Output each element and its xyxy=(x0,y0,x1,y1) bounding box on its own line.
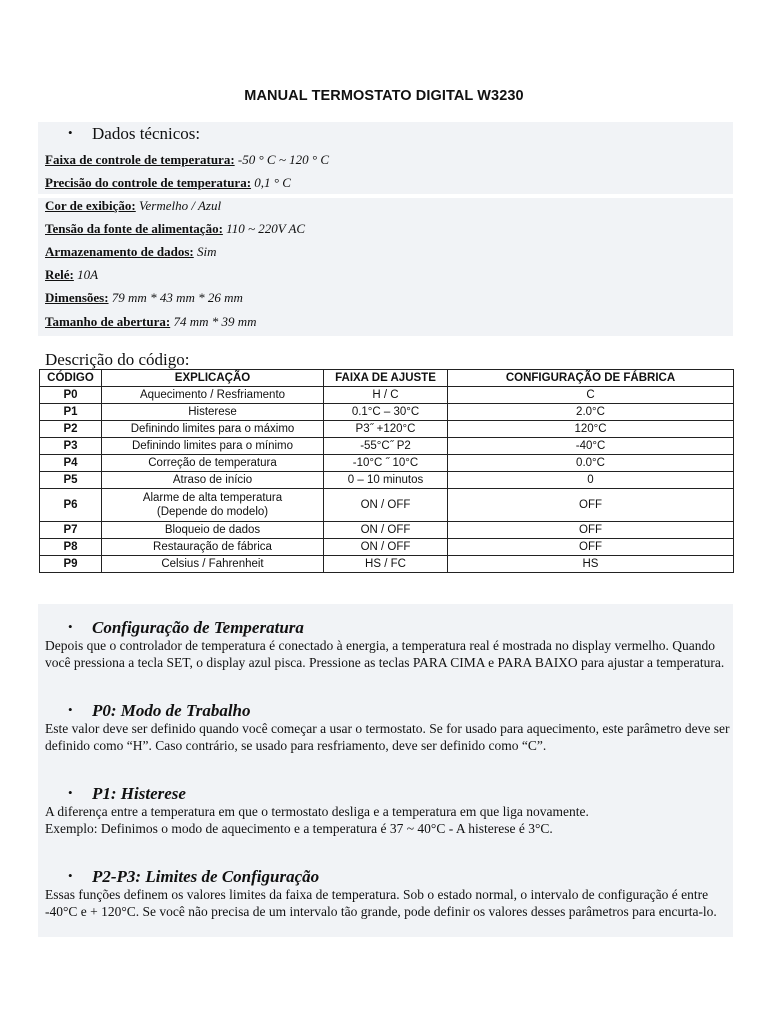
bullet-icon: • xyxy=(68,868,73,883)
cell-range: 0 – 10 minutos xyxy=(324,472,448,489)
cell-explanation: Correção de temperatura xyxy=(102,455,324,472)
header-code: CÓDIGO xyxy=(40,370,102,387)
table-row xyxy=(40,489,734,522)
p1-text-line2: Exemplo: Definimos o modo de aquecimento e a temperatura é 37 ~ 40°C - A histerese é 3°C. xyxy=(45,821,553,836)
cell-range: H / C xyxy=(324,387,448,404)
spec-label: Faixa de controle de temperatura: xyxy=(45,152,235,167)
header-factory: CONFIGURAÇÃO DE FÁBRICA xyxy=(448,370,734,387)
specs-heading-text: Dados técnicos: xyxy=(92,124,201,143)
table-row xyxy=(40,522,734,539)
spec-label: Tamanho de abertura: xyxy=(45,314,171,329)
bullet-icon: • xyxy=(68,785,73,800)
spec-value: 0,1 ° C xyxy=(254,175,291,190)
spec-value: 110 ~ 220V AC xyxy=(226,221,306,236)
cell-explanation: Histerese xyxy=(102,404,324,421)
spec-label: Armazenamento de dados: xyxy=(45,244,194,259)
cell-explanation xyxy=(102,489,324,522)
spec-temperature-range xyxy=(45,152,329,168)
table-row xyxy=(40,387,734,404)
cell-explanation-line2: (Depende do modelo) xyxy=(156,506,269,518)
cell-factory: OFF xyxy=(448,489,734,522)
cell-range: P3˝ +120°C xyxy=(324,421,448,438)
spec-dimensions xyxy=(45,290,243,306)
cell-factory: OFF xyxy=(448,522,734,539)
cell-range: ON / OFF xyxy=(324,489,448,522)
cell-explanation: Restauração de fábrica xyxy=(102,539,324,556)
spec-value: 10A xyxy=(77,267,99,282)
cell-range: 0.1°C – 30°C xyxy=(324,404,448,421)
p1-text-line1: A diferença entre a temperatura em que o termostato desliga e a temperatura em que liga novamente. xyxy=(45,804,589,819)
cell-factory: 0 xyxy=(448,472,734,489)
spec-value: 74 mm * 39 mm xyxy=(173,314,257,329)
specs-heading xyxy=(68,124,200,144)
cell-explanation: Atraso de início xyxy=(102,472,324,489)
bullet-icon: • xyxy=(68,125,73,140)
cell-code: P6 xyxy=(40,489,102,522)
cell-code: P0 xyxy=(40,387,102,404)
cell-factory: -40°C xyxy=(448,438,734,455)
cell-range: -10°C ˝ 10°C xyxy=(324,455,448,472)
p2p3-heading-text: P2-P3: Limites de Configuração xyxy=(92,867,320,886)
cell-code: P3 xyxy=(40,438,102,455)
spec-label: Cor de exibição: xyxy=(45,198,136,213)
table-row xyxy=(40,438,734,455)
table-row xyxy=(40,472,734,489)
spec-value: 79 mm * 43 mm * 26 mm xyxy=(111,290,243,305)
p1-text xyxy=(45,803,735,837)
cell-code: P2 xyxy=(40,421,102,438)
header-explanation: EXPLICAÇÃO xyxy=(102,370,324,387)
temp-config-text: Depois que o controlador de temperatura é conectado à energia, a temperatura real é mostrada no display vermelho. Quando você pressiona a tecla SET, o display azul pisca. Pressione as teclas PARA CIMA e PARA BAIXO para ajustar a temperatura. xyxy=(45,638,725,670)
spec-relay xyxy=(45,267,98,283)
p1-heading xyxy=(68,784,186,804)
cell-code: P1 xyxy=(40,404,102,421)
temp-config-heading-text: Configuração de Temperatura xyxy=(92,618,304,637)
p0-heading xyxy=(68,701,251,721)
table-row xyxy=(40,539,734,556)
temp-config-heading xyxy=(68,618,304,638)
cell-code: P5 xyxy=(40,472,102,489)
bullet-icon: • xyxy=(68,702,73,717)
cell-explanation: Bloqueio de dados xyxy=(102,522,324,539)
cell-factory: 0.0°C xyxy=(448,455,734,472)
spec-opening-size xyxy=(45,314,257,330)
cell-explanation: Definindo limites para o máximo xyxy=(102,421,324,438)
spec-label: Relé: xyxy=(45,267,74,282)
p1-heading-text: P1: Histerese xyxy=(92,784,186,803)
spec-value: Vermelho / Azul xyxy=(139,198,222,213)
spec-storage xyxy=(45,244,217,260)
cell-factory: 2.0°C xyxy=(448,404,734,421)
header-range: FAIXA DE AJUSTE xyxy=(324,370,448,387)
cell-code: P7 xyxy=(40,522,102,539)
p0-text: Este valor deve ser definido quando você começar a usar o termostato. Se for usado para aquecimento, este parâmetro deve ser definido como “H”. Caso contrário, se usado para resfriamento, deve ser definido como “C”. xyxy=(45,721,730,753)
table-row xyxy=(40,455,734,472)
bullet-icon: • xyxy=(68,619,73,634)
spec-label: Precisão do controle de temperatura: xyxy=(45,175,252,190)
cell-range: ON / OFF xyxy=(324,522,448,539)
spec-label: Dimensões: xyxy=(45,290,109,305)
cell-factory: C xyxy=(448,387,734,404)
p0-heading-text: P0: Modo de Trabalho xyxy=(92,701,251,720)
cell-code: P9 xyxy=(40,556,102,573)
spec-voltage xyxy=(45,221,305,237)
code-table-heading: Descrição do código: xyxy=(45,350,190,369)
cell-factory: 120°C xyxy=(448,421,734,438)
cell-explanation: Aquecimento / Resfriamento xyxy=(102,387,324,404)
cell-explanation: Definindo limites para o mínimo xyxy=(102,438,324,455)
spec-value: Sim xyxy=(197,244,217,259)
cell-range: ON / OFF xyxy=(324,539,448,556)
spec-precision xyxy=(45,175,291,191)
cell-range: -55°C˝ P2 xyxy=(324,438,448,455)
table-row xyxy=(40,556,734,573)
cell-range: HS / FC xyxy=(324,556,448,573)
cell-code: P8 xyxy=(40,539,102,556)
table-row xyxy=(40,404,734,421)
table-header-row xyxy=(40,370,734,387)
cell-factory: HS xyxy=(448,556,734,573)
p2p3-heading xyxy=(68,867,319,887)
cell-explanation: Celsius / Fahrenheit xyxy=(102,556,324,573)
p2p3-text: Essas funções definem os valores limites da faixa de temperatura. Sob o estado normal, o intervalo de configuração é entre -40°C e + 120°C. Se você não precisa de um intervalo tão grande, pode definir os valores desses parâmetros para encurta-lo. xyxy=(45,887,717,919)
cell-code: P4 xyxy=(40,455,102,472)
code-table xyxy=(39,369,734,573)
spec-value: -50 ° C ~ 120 ° C xyxy=(237,152,330,167)
cell-factory: OFF xyxy=(448,539,734,556)
spec-label: Tensão da fonte de alimentação: xyxy=(45,221,223,236)
spec-display-color xyxy=(45,198,221,214)
cell-explanation-line1: Alarme de alta temperatura xyxy=(142,492,283,504)
table-row xyxy=(40,421,734,438)
page-title: MANUAL TERMOSTATO DIGITAL W3230 xyxy=(244,88,524,104)
